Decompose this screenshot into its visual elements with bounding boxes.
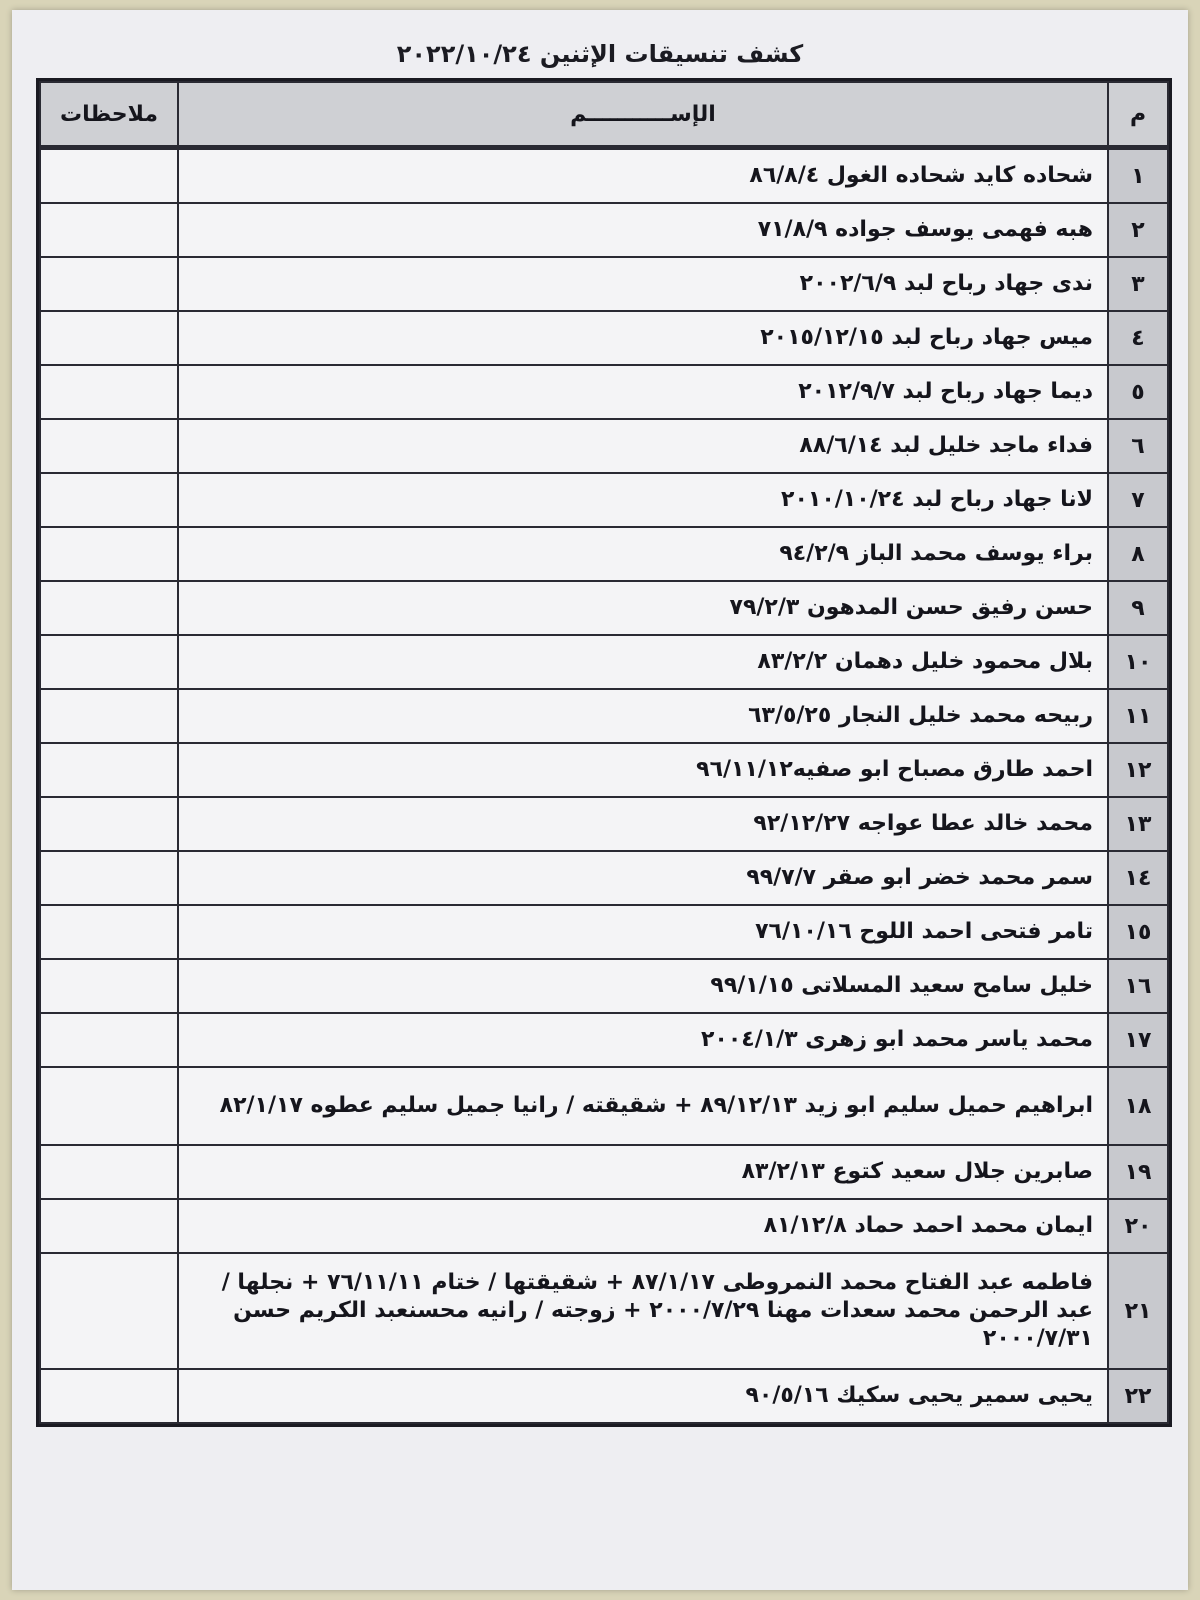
row-notes — [40, 851, 178, 905]
row-name: صابرين جلال سعيد كتوع ٨٣/٢/١٣ — [178, 1145, 1108, 1199]
row-name: شحاده كايد شحاده الغول ٨٦/٨/٤ — [178, 148, 1108, 204]
row-name: ابراهيم حميل سليم ابو زيد ٨٩/١٢/١٣ + شقيقته / رانيا جميل سليم عطوه ٨٢/١/١٧ — [178, 1067, 1108, 1145]
row-notes — [40, 959, 178, 1013]
table-row — [40, 365, 1168, 419]
table-row — [40, 527, 1168, 581]
row-notes — [40, 581, 178, 635]
row-notes — [40, 689, 178, 743]
row-notes — [40, 527, 178, 581]
row-name: ديما جهاد رباح لبد ٢٠١٢/٩/٧ — [178, 365, 1108, 419]
row-notes — [40, 1199, 178, 1253]
table-row — [40, 1369, 1168, 1423]
row-notes — [40, 797, 178, 851]
row-number: ٣ — [1108, 257, 1168, 311]
row-number: ١٩ — [1108, 1145, 1168, 1199]
table-row — [40, 311, 1168, 365]
row-notes — [40, 1145, 178, 1199]
table-row — [40, 851, 1168, 905]
table-row — [40, 797, 1168, 851]
row-number: ١٥ — [1108, 905, 1168, 959]
table-row — [40, 1199, 1168, 1253]
table-row — [40, 959, 1168, 1013]
row-notes — [40, 1253, 178, 1369]
row-notes — [40, 743, 178, 797]
row-name: محمد خالد عطا عواجه ٩٢/١٢/٢٧ — [178, 797, 1108, 851]
row-number: ١٦ — [1108, 959, 1168, 1013]
row-number: ١٧ — [1108, 1013, 1168, 1067]
row-notes — [40, 203, 178, 257]
names-table — [39, 81, 1169, 1424]
row-notes — [40, 1067, 178, 1145]
row-number: ١١ — [1108, 689, 1168, 743]
row-name: فداء ماجد خليل لبد ٨٨/٦/١٤ — [178, 419, 1108, 473]
row-number: ٥ — [1108, 365, 1168, 419]
row-name: سمر محمد خضر ابو صقر ٩٩/٧/٧ — [178, 851, 1108, 905]
row-name: لانا جهاد رباح لبد ٢٠١٠/١٠/٢٤ — [178, 473, 1108, 527]
row-number: ٢ — [1108, 203, 1168, 257]
table-header-row — [40, 82, 1168, 148]
row-notes — [40, 1369, 178, 1423]
row-name: بلال محمود خليل دهمان ٨٣/٢/٢ — [178, 635, 1108, 689]
column-header-notes: ملاحظات — [40, 82, 178, 148]
table-row — [40, 743, 1168, 797]
table-row — [40, 905, 1168, 959]
table-row — [40, 1253, 1168, 1369]
row-notes — [40, 419, 178, 473]
row-name: ندى جهاد رباح لبد ٢٠٠٢/٦/٩ — [178, 257, 1108, 311]
row-notes — [40, 1013, 178, 1067]
row-name: محمد ياسر محمد ابو زهرى ٢٠٠٤/١/٣ — [178, 1013, 1108, 1067]
table-row — [40, 148, 1168, 204]
row-number: ٢٠ — [1108, 1199, 1168, 1253]
list-table-frame — [36, 78, 1172, 1427]
row-name: حسن رفيق حسن المدهون ٧٩/٢/٣ — [178, 581, 1108, 635]
row-number: ١٤ — [1108, 851, 1168, 905]
row-number: ١٠ — [1108, 635, 1168, 689]
table-row — [40, 1145, 1168, 1199]
row-notes — [40, 257, 178, 311]
table-row — [40, 203, 1168, 257]
table-row — [40, 473, 1168, 527]
page-title: كشف تنسيقات الإثنين ٢٠٢٢/١٠/٢٤ — [396, 40, 804, 68]
row-notes — [40, 148, 178, 204]
table-row — [40, 581, 1168, 635]
table-row — [40, 257, 1168, 311]
row-number: ١٢ — [1108, 743, 1168, 797]
row-number: ٩ — [1108, 581, 1168, 635]
row-number: ٤ — [1108, 311, 1168, 365]
row-number: ٢١ — [1108, 1253, 1168, 1369]
row-notes — [40, 635, 178, 689]
row-number: ٢٢ — [1108, 1369, 1168, 1423]
row-notes — [40, 311, 178, 365]
row-number: ١٣ — [1108, 797, 1168, 851]
row-name: ايمان محمد احمد حماد ٨١/١٢/٨ — [178, 1199, 1108, 1253]
row-notes — [40, 473, 178, 527]
column-header-number: م — [1108, 82, 1168, 148]
row-number: ١ — [1108, 148, 1168, 204]
table-row — [40, 1067, 1168, 1145]
row-number: ٨ — [1108, 527, 1168, 581]
table-row — [40, 1013, 1168, 1067]
document-sheet — [12, 10, 1188, 1590]
row-number: ١٨ — [1108, 1067, 1168, 1145]
row-name: تامر فتحى احمد اللوح ٧٦/١٠/١٦ — [178, 905, 1108, 959]
table-row — [40, 419, 1168, 473]
column-header-name: الإســـــــــــم — [178, 82, 1108, 148]
row-number: ٦ — [1108, 419, 1168, 473]
row-name: براء يوسف محمد الباز ٩٤/٢/٩ — [178, 527, 1108, 581]
row-name: فاطمه عبد الفتاح محمد النمروطى ٨٧/١/١٧ + شقيقتها / ختام ٧٦/١١/١١ + نجلها / عبد الرحمن محمد سعدات مهنا ٢٠٠٠/٧/٢٩ + زوجته / رانيه محسنعبد الكريم حسن ٢٠٠٠/٧/٣١ — [178, 1253, 1108, 1369]
row-name: ميس جهاد رباح لبد ٢٠١٥/١٢/١٥ — [178, 311, 1108, 365]
row-notes — [40, 905, 178, 959]
row-name: يحيى سمير يحيى سكيك ٩٠/٥/١٦ — [178, 1369, 1108, 1423]
row-number: ٧ — [1108, 473, 1168, 527]
table-row — [40, 689, 1168, 743]
row-name: ربيحه محمد خليل النجار ٦٣/٥/٢٥ — [178, 689, 1108, 743]
table-row — [40, 635, 1168, 689]
row-name: احمد طارق مصباح ابو صفيه٩٦/١١/١٢ — [178, 743, 1108, 797]
row-name: خليل سامح سعيد المسلاتى ٩٩/١/١٥ — [178, 959, 1108, 1013]
row-name: هبه فهمى يوسف جواده ٧١/٨/٩ — [178, 203, 1108, 257]
row-notes — [40, 365, 178, 419]
